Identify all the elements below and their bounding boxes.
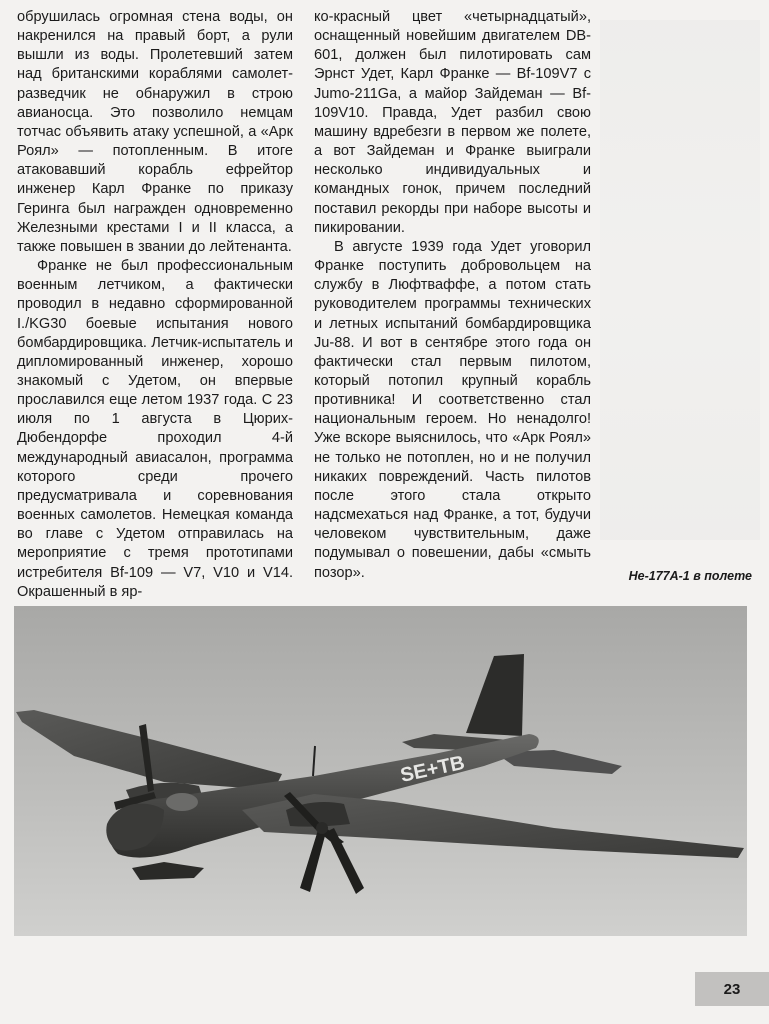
right-propeller-hub <box>316 822 328 834</box>
faint-background-watermark <box>600 20 760 540</box>
fuselage-code-text: SE+TB <box>398 751 467 787</box>
right-paragraph-2: В августе 1939 года Удет уговорил Франке поступить добровольцем на службу в Люфтваффе, а потом стать руководителем программы технических и летных испытаний бомбардировщика Ju-88. И вот в сентябре этого года он фактически стал первым пилотом, который потопил крупный корабль противника! И соответственно стал национальным героем. Но ненадолго! Уже вскоре выяснилось, что «Арк Роял» не только не потоплен, но и не получил никаких повреждений. Часть пилотов после этого стала открыто надсмехаться над Франке, а тот, будучи человеком чувствительным, даже подумывал о повешении, дабы «смыть позор». <box>314 238 591 581</box>
page-number-box <box>695 972 769 1006</box>
photo-caption: He-177A-1 в полете <box>628 569 752 583</box>
left-paragraph-1: обрушилась огромная стена воды, он накренился на правый борт, а рули вышли из воды. Пролетевший затем над британскими кораблями самолет-разведчик не обнаружил в строю авианосца. Это позволило немцам тотчас объявить атаку успешной, а «Арк Роял» — потопленным. В итоге атаковавший корабль ефрейтор инженер Карл Франке по приказу Геринга был награжден одновременно Железными крестами I и II класса, а также повышен в звании до лейтенанта. <box>17 9 293 255</box>
page-number: 23 <box>723 980 741 998</box>
text-column-left <box>17 8 293 602</box>
cockpit-canopy <box>166 793 198 811</box>
text-column-right <box>314 8 591 583</box>
left-paragraph-2: Франке не был профессиональным военным летчиком, а фактически проводил в недавно сформированной I./KG30 боевые испытания нового бомбардировщика. Летчик-испытатель и дипломированный инженер, хорошо знакомый с Удетом, он впервые прославился еще летом 1937 года. С 23 июля по 1 августа в Цюрих-Дюбендорфе проходил 4-й международный авиасалон, программа которого среди прочего предусматривала и соревнования военных самолетов. Немецкая команда во главе с Удетом отправилась на мероприятие с тремя прототипами истребителя Bf-109 — V7, V10 и V14. Окрашенный в яр- <box>17 258 293 600</box>
right-paragraph-1: ко-красный цвет «четырнадцатый», оснащенный новейшим двигателем DB-601, должен был пилотировать сам Эрнст Удет, Карл Франке — Bf-109V7 с Jumo-211Ga, а майор Зайдеман — Bf-109V10. Правда, Удет разбил свою машину вдребезги в первом же полете, а вот Зайдеман и Франке выиграли несколько индивидуальных и командных гонок, причем последний поставил рекорды при наборе высоты и пикировании. <box>314 9 591 236</box>
aircraft-photo <box>14 606 747 936</box>
